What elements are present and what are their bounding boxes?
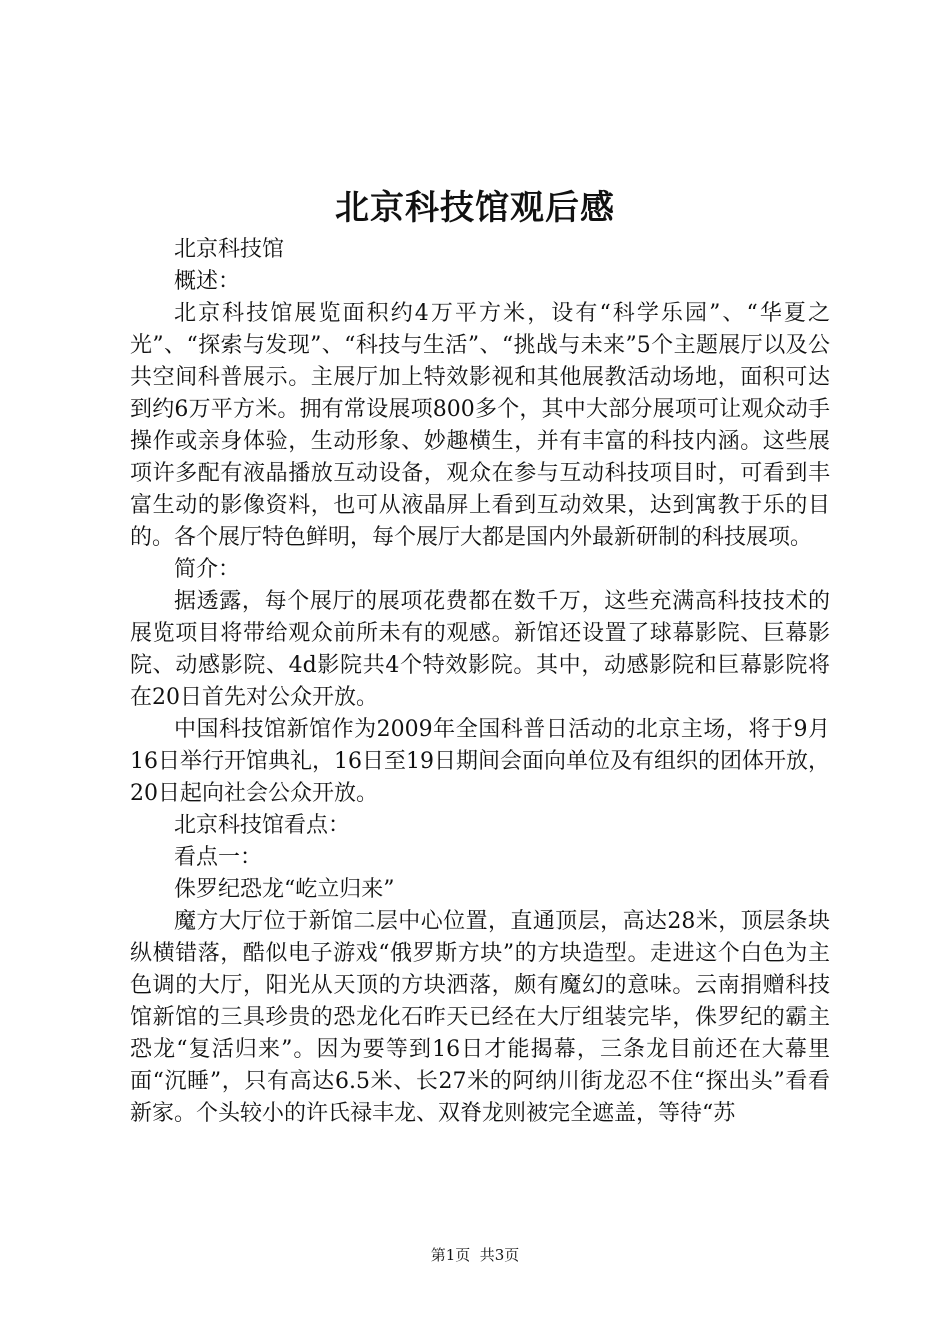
- body-paragraph: 中国科技馆新馆作为2009年全国科普日活动的北京主场，将于9月16日举行开馆典礼，16日至19日期间会面向单位及有组织的团体开放，20日起向社会公众开放。: [130, 717, 830, 806]
- page-footer: 第1页 共3页: [430, 1246, 520, 1264]
- document-body: [130, 234, 830, 1130]
- section-heading: 北京科技馆: [174, 237, 285, 262]
- body-paragraph: 北京科技馆展览面积约4万平方米，设有“科学乐园”、“华夏之光”、“探索与发现”、“科技与生活”、“挑战与未来”5个主题展厅以及公共空间科普展示。主展厅加上特效影视和其他展教活动场地，面积可达到约6万平方米。拥有常设展项800多个，其中大部分展项可让观众动手操作或亲身体验，生动形象、妙趣横生，并有丰富的科技内涵。这些展项许多配有液晶播放互动设备，观众在参与互动科技项目时，可看到丰富生动的影像资料，也可从液晶屏上看到互动效果，达到寓教于乐的目的。各个展厅特色鲜明，每个展厅大都是国内外最新研制的科技展项。: [130, 301, 830, 550]
- body-paragraph: 据透露，每个展厅的展项花费都在数千万，这些充满高科技技术的展览项目将带给观众前所未有的观感。新馆还设置了球幕影院、巨幕影院、动感影院、4d影院共4个特效影院。其中，动感影院和巨幕影院将在20日首先对公众开放。: [130, 589, 830, 710]
- section-heading: 侏罗纪恐龙“屹立归来”: [174, 877, 395, 902]
- body-paragraph: 魔方大厅位于新馆二层中心位置，直通顶层，高达28米，顶层条块纵横错落，酷似电子游戏“俄罗斯方块”的方块造型。走进这个白色为主色调的大厅，阳光从天顶的方块洒落，颇有魔幻的意味。云南捐赠科技馆新馆的三具珍贵的恐龙化石昨天已经在大厅组装完毕，侏罗纪的霸主恐龙“复活归来”。因为要等到16日才能揭幕，三条龙目前还在大幕里面“沉睡”，只有高达6.5米、长27米的阿纳川街龙忍不住“探出头”看看新家。个头较小的许氏禄丰龙、双脊龙则被完全遮盖，等待“苏: [130, 909, 830, 1126]
- page-title: 北京科技馆观后感: [335, 188, 615, 228]
- section-heading: 概述：: [174, 269, 241, 294]
- section-heading: 北京科技馆看点：: [174, 813, 351, 838]
- section-heading: 看点一：: [174, 845, 263, 870]
- section-heading: 简介：: [174, 557, 241, 582]
